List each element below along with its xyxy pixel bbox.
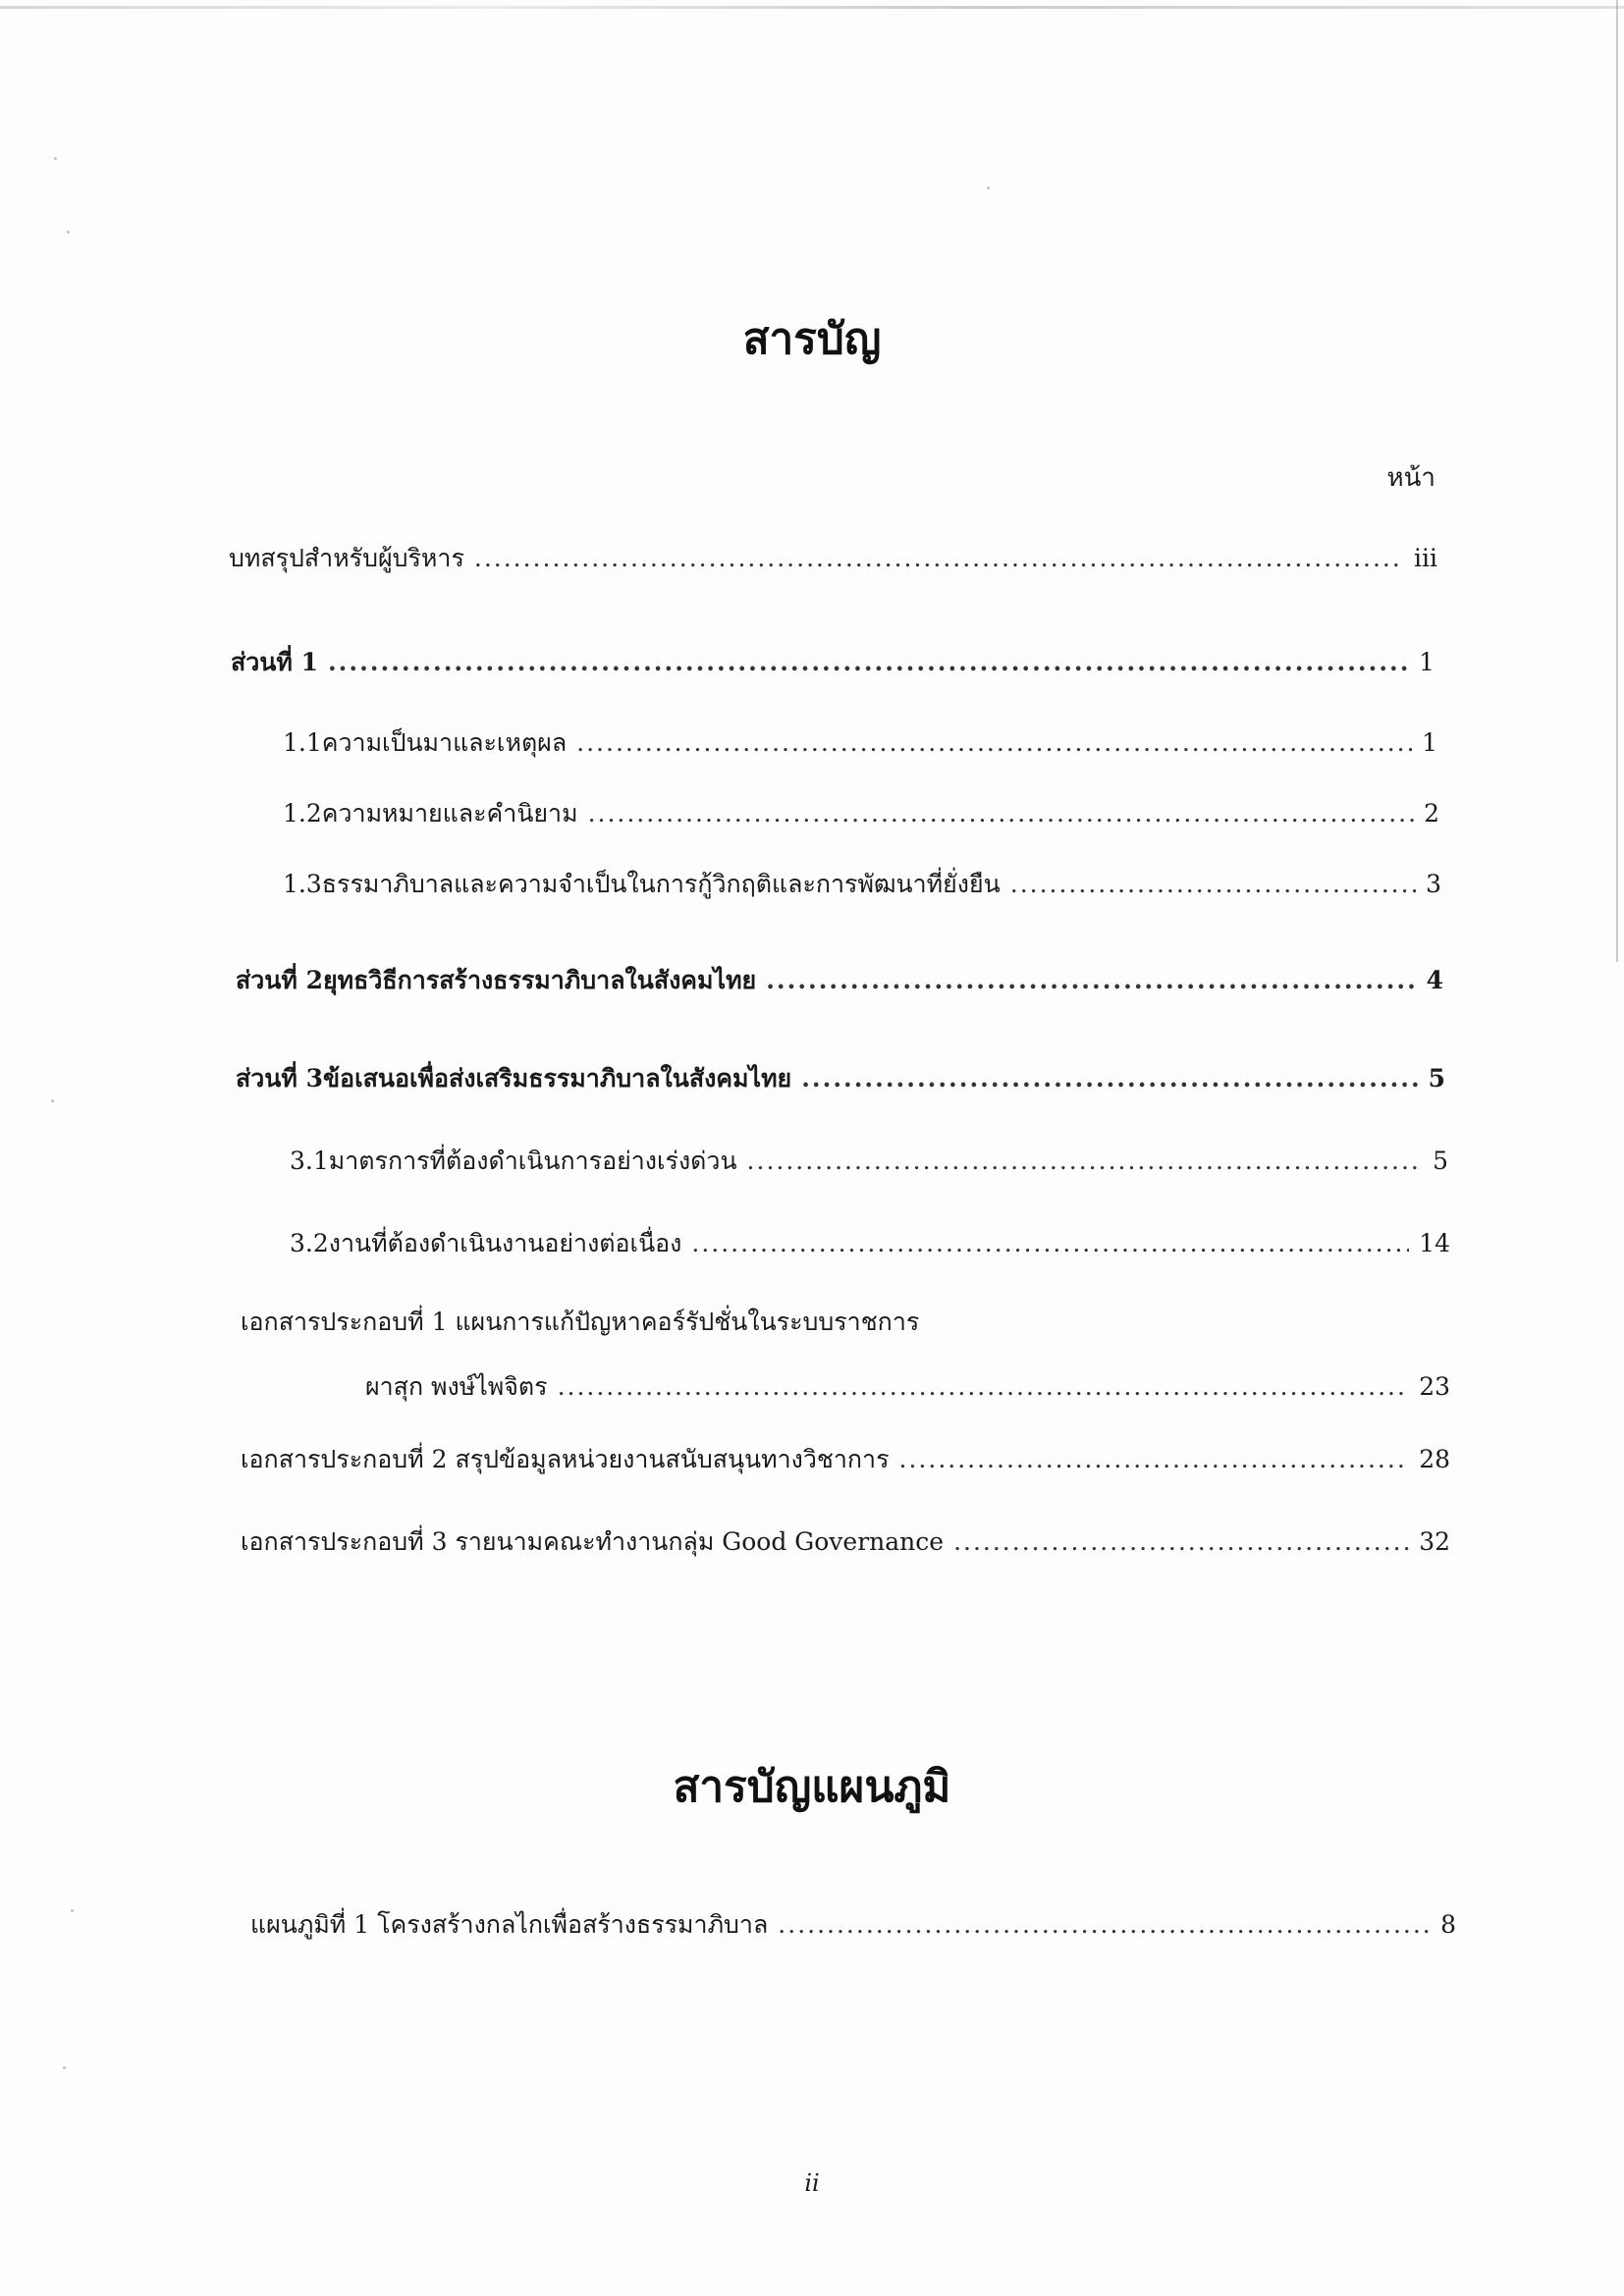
toc-entry-label: ธรรมาภิบาลและความจำเป็นในการกู้วิกฤติและการพัฒนาที่ยั่งยืน xyxy=(321,870,1001,898)
toc-entry-label: เอกสารประกอบที่ 2 สรุปข้อมูลหน่วยงานสนับสนุนทางวิชาการ xyxy=(241,1445,890,1473)
toc-entry-page: 28 xyxy=(1419,1445,1450,1473)
toc-entry-label: ข้อเสนอเพื่อส่งเสริมธรรมาภิบาลในสังคมไทย xyxy=(322,1064,792,1093)
toc-entry-appendix-1[interactable] xyxy=(241,1306,1450,1404)
dot-leader xyxy=(747,1145,1424,1178)
toc-entry-page: 2 xyxy=(1424,799,1439,828)
scan-artifact-top-line xyxy=(0,6,1624,9)
footer-page-number: ii xyxy=(804,2169,820,2197)
toc-entry-page: 3 xyxy=(1426,870,1441,898)
toc-entry-appendix-2[interactable] xyxy=(241,1443,1450,1476)
scan-speck xyxy=(51,1099,54,1102)
toc-entry-label: งานที่ต้องดำเนินงานอย่างต่อเนื่อง xyxy=(328,1229,682,1257)
scan-artifact-right-edge xyxy=(1616,0,1624,962)
scan-speck xyxy=(67,231,70,234)
toc-entry-line2 xyxy=(241,1370,1450,1404)
toc-entry-number: 1.2 xyxy=(283,799,322,828)
toc-entry-part-3[interactable] xyxy=(236,1062,1445,1095)
dot-leader xyxy=(1010,868,1416,901)
toc-entry-page: 4 xyxy=(1426,966,1443,994)
scan-speck xyxy=(987,187,990,189)
toc-entry-page: 23 xyxy=(1419,1372,1450,1401)
toc-entry-number: ส่วนที่ 2 xyxy=(236,966,323,994)
toc-entry-page: 5 xyxy=(1433,1147,1448,1175)
toc-entry-page: 5 xyxy=(1428,1064,1445,1093)
toc-entry-label: มาตรการที่ต้องดำเนินการอย่างเร่งด่วน xyxy=(328,1147,737,1175)
dot-leader xyxy=(474,542,1404,575)
scan-speck xyxy=(63,2066,66,2069)
toc-entry-number: 3.2 xyxy=(290,1229,329,1257)
toc-entry-page: iii xyxy=(1414,544,1437,572)
toc-entry-label: ยุทธวิธีการสร้างธรรมาภิบาลในสังคมไทย xyxy=(322,966,757,994)
toc-entry-sec-3-1[interactable] xyxy=(290,1145,1448,1178)
dot-leader xyxy=(801,1062,1418,1095)
toc-entry-part-2[interactable] xyxy=(236,964,1443,997)
dot-leader xyxy=(899,1443,1410,1476)
page-column-header: หน้า xyxy=(1386,463,1435,493)
toc-entry-label: บทสรุปสำหรับผู้บริหาร xyxy=(229,544,464,572)
toc-entry-page: 1 xyxy=(1419,648,1435,676)
dot-leader xyxy=(778,1908,1431,1942)
dot-leader xyxy=(953,1525,1409,1559)
toc-entry-number: ส่วนที่ 3 xyxy=(236,1064,323,1093)
toc-entry-exec-summary[interactable] xyxy=(229,542,1437,575)
toc-entry-label: ความเป็นมาและเหตุผล xyxy=(321,728,568,757)
toc-entry-sec-1-2[interactable] xyxy=(283,797,1439,830)
toc-entry-label: เอกสารประกอบที่ 3 รายนามคณะทำงานกลุ่ม Good Governance xyxy=(241,1527,945,1556)
dot-leader xyxy=(691,1227,1409,1260)
toc-entry-part-1[interactable] xyxy=(231,646,1435,679)
toc-entry-sec-1-1[interactable] xyxy=(283,726,1437,760)
toc-entry-number: 1.1 xyxy=(283,728,322,757)
dot-leader xyxy=(588,797,1415,830)
toc-entry-label: แผนภูมิที่ 1 โครงสร้างกลไกเพื่อสร้างธรรมาภิบาล xyxy=(250,1910,769,1939)
toc-entry-number: ส่วนที่ 1 xyxy=(231,648,318,676)
toc-title: สารบัญ xyxy=(742,314,882,364)
charts-toc-title: สารบัญแผนภูมิ xyxy=(673,1762,951,1812)
toc-entry-number: 1.3 xyxy=(283,870,322,898)
scan-speck xyxy=(71,1909,74,1912)
dot-leader xyxy=(576,726,1412,760)
dot-leader xyxy=(766,964,1416,997)
toc-entry-appendix-3[interactable] xyxy=(241,1525,1450,1559)
toc-entry-page: 32 xyxy=(1419,1527,1450,1556)
toc-entry-number: 3.1 xyxy=(290,1147,329,1175)
scan-speck xyxy=(54,157,57,160)
toc-entry-chart-1[interactable] xyxy=(250,1908,1456,1942)
toc-entry-label: ความหมายและคำนิยาม xyxy=(321,799,578,828)
toc-entry-page: 8 xyxy=(1440,1910,1456,1939)
toc-entry-sec-3-2[interactable] xyxy=(290,1227,1450,1260)
dot-leader xyxy=(328,646,1409,679)
toc-entry-label: ผาสุก พงษ์ไพจิตร xyxy=(365,1372,548,1401)
toc-entry-sec-1-3[interactable] xyxy=(283,868,1441,901)
dot-leader xyxy=(558,1370,1410,1404)
toc-entry-label-line1: เอกสารประกอบที่ 1 แผนการแก้ปัญหาคอร์รัปชั่นในระบบราชการ xyxy=(241,1308,920,1336)
toc-entry-page: 14 xyxy=(1419,1229,1450,1257)
toc-entry-page: 1 xyxy=(1422,728,1437,757)
